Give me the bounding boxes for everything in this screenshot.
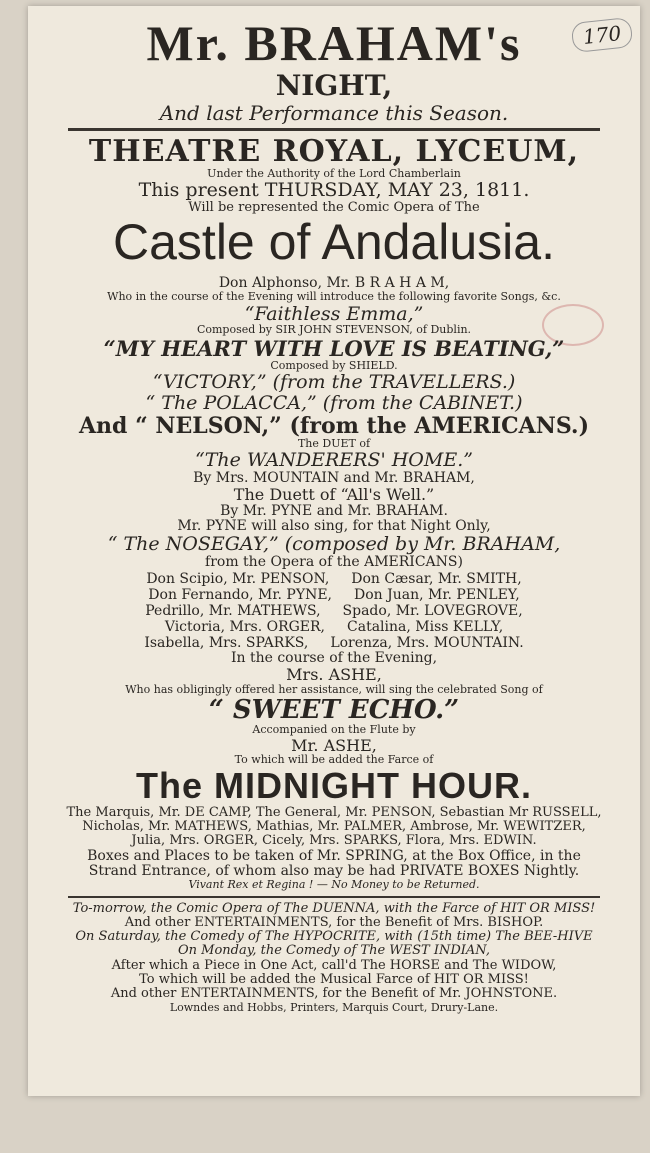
song-title: “MY HEART WITH LOVE IS BEATING,” <box>103 335 565 361</box>
cast-entry: Isabella, Mrs. SPARKS, <box>144 634 309 651</box>
song-title: And “ NELSON,” (from the AMERICANS.) <box>78 412 589 439</box>
announcement-line: After which a Piece in One Act, call'd The HORSE and The WIDOW, <box>111 957 557 973</box>
farce-cast-line: Julia, Mrs. ORGER, Cicely, Mrs. SPARKS, Flora, Mrs. EDWIN. <box>131 833 537 849</box>
cast-entry: Victoria, Mrs. ORGER, <box>164 618 326 635</box>
last-performance: And last Performance this Season. <box>159 100 509 125</box>
cast-entry: Lorenza, Mrs. MOUNTAIN. <box>330 634 524 651</box>
cast-entry: Don Juan, Mr. PENLEY, <box>354 586 520 603</box>
song-title: “VICTORY,” (from the TRAVELLERS.) <box>152 370 516 393</box>
cast-row <box>28 603 640 619</box>
cast-row <box>28 619 640 635</box>
vivant-line: Vivant Rex et Regina ! — No Money to be Returned. <box>188 878 480 892</box>
night-heading: NIGHT, <box>275 69 393 102</box>
duet-performers: By Mr. PYNE and Mr. BRAHAM. <box>220 502 448 519</box>
cast-entry: Spado, Mr. LOVEGROVE, <box>342 602 523 619</box>
composer-line: Composed by SIR JOHN STEVENSON, of Dublin. <box>196 323 472 337</box>
composer-line: Composed by SHIELD. <box>270 358 398 372</box>
playbill-sheet <box>28 6 640 1096</box>
page-number: 170 <box>570 17 633 53</box>
singer-note: Who has obligingly offered her assistance, will sing the celebrated Song of <box>125 682 543 696</box>
theatre-name: THEATRE ROYAL, LYCEUM, <box>88 133 580 169</box>
represented-line: Will be represented the Comic Opera of The <box>188 199 480 215</box>
song-title: “ The POLACCA,” (from the CABINET.) <box>145 391 523 414</box>
printer-line: Lowndes and Hobbs, Printers, Marquis Court, Drury-Lane. <box>169 1000 499 1014</box>
cast-row <box>28 571 640 587</box>
benefit-name: Mr. BRAHAM's <box>146 15 522 71</box>
farce-title: The MIDNIGHT HOUR. <box>136 765 532 807</box>
farce-cast-line: The Marquis, Mr. DE CAMP, The General, Mr. PENSON, Sebastian Mr RUSSELL, <box>66 804 602 820</box>
flute-line: Accompanied on the Flute by <box>252 723 416 737</box>
authority-line: Under the Authority of the Lord Chamberlain <box>207 166 461 180</box>
song-title: “ SWEET ECHO.” <box>208 694 460 725</box>
performance-date: This present THURSDAY, MAY 23, 1811. <box>138 178 530 201</box>
farce-cast-line: Nicholas, Mr. MATHEWS, Mathias, Mr. PALMER, Ambrose, Mr. WEWITZER, <box>82 819 586 835</box>
cast-row <box>28 635 640 651</box>
announcement-line: And other ENTERTAINMENTS, for the Benefit of Mr. JOHNSTONE. <box>110 986 558 1002</box>
announcement-line: And other ENTERTAINMENTS, for the Benefit of Mrs. BISHOP. <box>124 914 544 930</box>
announcement-line: On Monday, the Comedy of The WEST INDIAN, <box>178 943 490 959</box>
cast-line: Don Alphonso, Mr. B R A H A M, <box>218 275 450 292</box>
announcement-line: To-morrow, the Comic Opera of The DUENNA, with the Farce of HIT OR MISS! <box>72 900 596 916</box>
cast-entry: Don Fernando, Mr. PYNE, <box>148 586 332 603</box>
duet-title: “The WANDERERS' HOME.” <box>195 448 473 471</box>
opera-title: Castle of Andalusia. <box>113 214 555 271</box>
pyne-note: Mr. PYNE will also sing, for that Night Only, <box>177 518 491 535</box>
singer-name: Mrs. ASHE, <box>286 665 382 685</box>
announcement-line: To which will be added the Musical Farce of HIT OR MISS! <box>139 972 529 988</box>
farce-intro: To which will be added the Farce of <box>234 753 434 767</box>
announcement-line: On Saturday, the Comedy of The HYPOCRITE, with (15th time) The BEE-HIVE <box>75 929 593 945</box>
divider <box>68 896 600 898</box>
songs-intro: Who in the course of the Evening will introduce the following favorite Songs, &c. <box>107 290 561 304</box>
duet-title: The Duett of “All's Well.” <box>233 485 435 505</box>
duet-intro: The DUET of <box>297 436 371 450</box>
cast-entry: Catalina, Miss KELLY, <box>347 618 504 635</box>
evening-line: In the course of the Evening, <box>230 649 438 666</box>
cast-entry: Don Scipio, Mr. PENSON, <box>146 570 330 587</box>
box-office-line: Strand Entrance, of whom also may be had PRIVATE BOXES Nightly. <box>88 863 580 880</box>
box-office-line: Boxes and Places to be taken of Mr. SPRING, at the Box Office, in the <box>87 847 581 864</box>
divider <box>68 128 600 131</box>
cast-entry: Pedrillo, Mr. MATHEWS, <box>145 602 321 619</box>
cast-row <box>28 587 640 603</box>
duet-performers: By Mrs. MOUNTAIN and Mr. BRAHAM, <box>193 469 475 486</box>
flutist-name: Mr. ASHE, <box>291 735 377 755</box>
song-title: “ The NOSEGAY,” (composed by Mr. BRAHAM, <box>107 533 561 556</box>
playbill-content <box>28 16 640 1014</box>
cast-entry: Don Cæsar, Mr. SMITH, <box>351 570 522 587</box>
song-title: “Faithless Emma,” <box>244 302 424 325</box>
nosegay-source: from the Opera of the AMERICANS) <box>205 554 463 571</box>
